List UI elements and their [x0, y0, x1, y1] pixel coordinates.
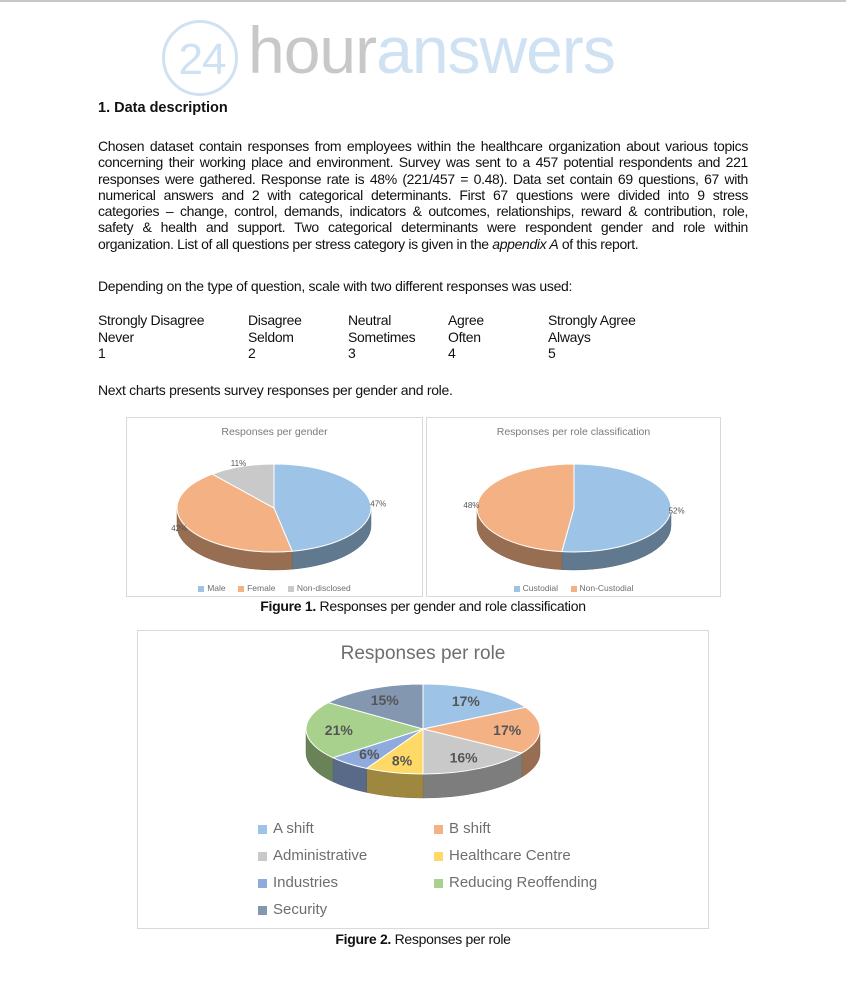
legend-label: Industries: [273, 874, 339, 891]
legend-label: B shift: [449, 820, 491, 837]
legend-item-administrative: [258, 847, 367, 864]
scale-cell: 1: [98, 345, 106, 361]
scale-cell: Disagree: [248, 312, 302, 328]
watermark-word-hour: hour: [248, 13, 377, 87]
pie-data-label: 21%: [324, 721, 353, 738]
figure1-label: Figure 1.: [260, 598, 316, 614]
pie-data-label: 48%: [463, 500, 480, 510]
legend-label: Female: [247, 583, 276, 593]
legend-item-reducing-reoffending: [434, 874, 597, 891]
pie-data-label: 17%: [493, 721, 522, 738]
chart-gender: [126, 417, 423, 597]
legend-item-non-custodial: [571, 583, 634, 593]
paragraph-scale-intro: Depending on the type of question, scale with two different responses was used:: [98, 278, 573, 294]
legend-label: Non-Custodial: [579, 583, 634, 593]
chart-title: Responses per role: [340, 643, 506, 664]
legend-item-industries: [258, 874, 338, 891]
legend-item-b-shift: [434, 820, 491, 837]
legend-swatch: [288, 586, 294, 592]
legend-swatch: [434, 879, 443, 888]
legend-item-healthcare-centre: [434, 847, 571, 864]
scale-cell: 4: [448, 345, 456, 361]
scale-cell: Sometimes: [348, 328, 416, 345]
pie-data-label: 47%: [370, 499, 387, 509]
scale-cell: Never: [98, 328, 134, 345]
pie-data-label: 16%: [449, 749, 478, 766]
pie-data-label: 6%: [359, 745, 380, 762]
chart-role-classification: [426, 417, 721, 597]
legend-item-a-shift: [258, 820, 314, 837]
legend-item-custodial: [514, 583, 558, 593]
scale-cell: Strongly Agree: [548, 312, 636, 328]
pie-data-label: 15%: [370, 692, 399, 709]
figure1-caption: [0, 598, 846, 614]
legend-item-non-disclosed: [288, 583, 351, 593]
legend-swatch: [258, 906, 267, 915]
legend-item-male: [198, 583, 225, 593]
chart-title: Responses per role classification: [496, 426, 651, 438]
scale-cell: 3: [348, 345, 356, 361]
legend-swatch: [198, 586, 204, 592]
pie-data-label: 11%: [230, 459, 247, 469]
paragraph-charts-intro: Next charts presents survey responses per gender and role.: [98, 382, 453, 398]
legend-label: Male: [207, 583, 226, 593]
pie-data-label: 8%: [391, 752, 413, 769]
figure2-text: Responses per role: [394, 931, 511, 947]
legend-label: Custodial: [522, 583, 559, 593]
pie-chart-gender: [127, 418, 422, 596]
legend-gender: [127, 578, 422, 596]
legend-role: [138, 631, 708, 928]
scale-cell: Agree: [448, 312, 484, 328]
watermark-logo: [160, 13, 660, 92]
legend-swatch: [434, 852, 443, 861]
legend-label: Healthcare Centre: [449, 847, 571, 864]
legend-swatch: [258, 825, 267, 834]
legend-label: Non-disclosed: [296, 583, 351, 593]
legend-label: Reducing Reoffending: [449, 874, 598, 891]
watermark-word-answers: answers: [376, 13, 615, 87]
paragraph-body: Chosen dataset contain responses from employees within the healthcare organization about various topics concerning their working place and environment. Survey was sent to a 457 potential respondents and 221 responses were gathered. Response rate is 48% (221/457 = 0.48). Data set contain 69 questions, 67 with numerical answers and 2 with categorical determinants. First 67 questions were divided into 9 stress categories – change, control, demands, indicators & outcomes, relationships, reward & contribution, role, safety & health and support. Two categorical determinants were respondent gender and role within organization. List of all questions per stress category is given in the: [98, 138, 748, 252]
top-rule: [0, 0, 846, 2]
legend-swatch: [238, 586, 244, 592]
scale-cell: 2: [248, 345, 256, 361]
legend-item-security: [258, 901, 327, 918]
figure2-label: Figure 2.: [335, 931, 392, 947]
pie-chart-role-classification: [427, 418, 720, 596]
chart-role: [137, 630, 709, 929]
figure1-text: Responses per gender and role classification: [319, 598, 586, 614]
legend-swatch: [571, 586, 577, 592]
legend-label: Security: [273, 901, 328, 918]
watermark-number: 24: [178, 35, 226, 84]
legend-swatch: [258, 852, 267, 861]
pie-data-label: 17%: [451, 693, 480, 710]
section-heading: 1. Data description: [98, 100, 228, 116]
chart-title: Responses per gender: [221, 426, 328, 438]
legend-role-classification: [427, 578, 720, 596]
legend-swatch: [258, 879, 267, 888]
paragraph-end: of this report.: [561, 235, 639, 252]
legend-item-female: [238, 583, 275, 593]
scale-cell: Always: [548, 328, 591, 345]
legend-label: Administrative: [273, 847, 368, 864]
scale-cell: Often: [448, 328, 481, 345]
scale-cell: Seldom: [248, 328, 294, 345]
scale-cell: Neutral: [348, 312, 392, 328]
appendix-reference: appendix A: [492, 235, 559, 252]
scale-cell: 5: [548, 345, 556, 361]
figure2-caption: [0, 931, 846, 947]
paragraph-data-description: [98, 138, 748, 252]
pie-data-label: 42%: [171, 524, 188, 534]
pie-data-label: 52%: [668, 506, 685, 516]
legend-swatch: [514, 586, 520, 592]
legend-swatch: [434, 825, 443, 834]
scale-cell: Strongly Disagree: [98, 312, 205, 328]
watermark-text: [248, 12, 615, 88]
legend-label: A shift: [273, 820, 314, 837]
